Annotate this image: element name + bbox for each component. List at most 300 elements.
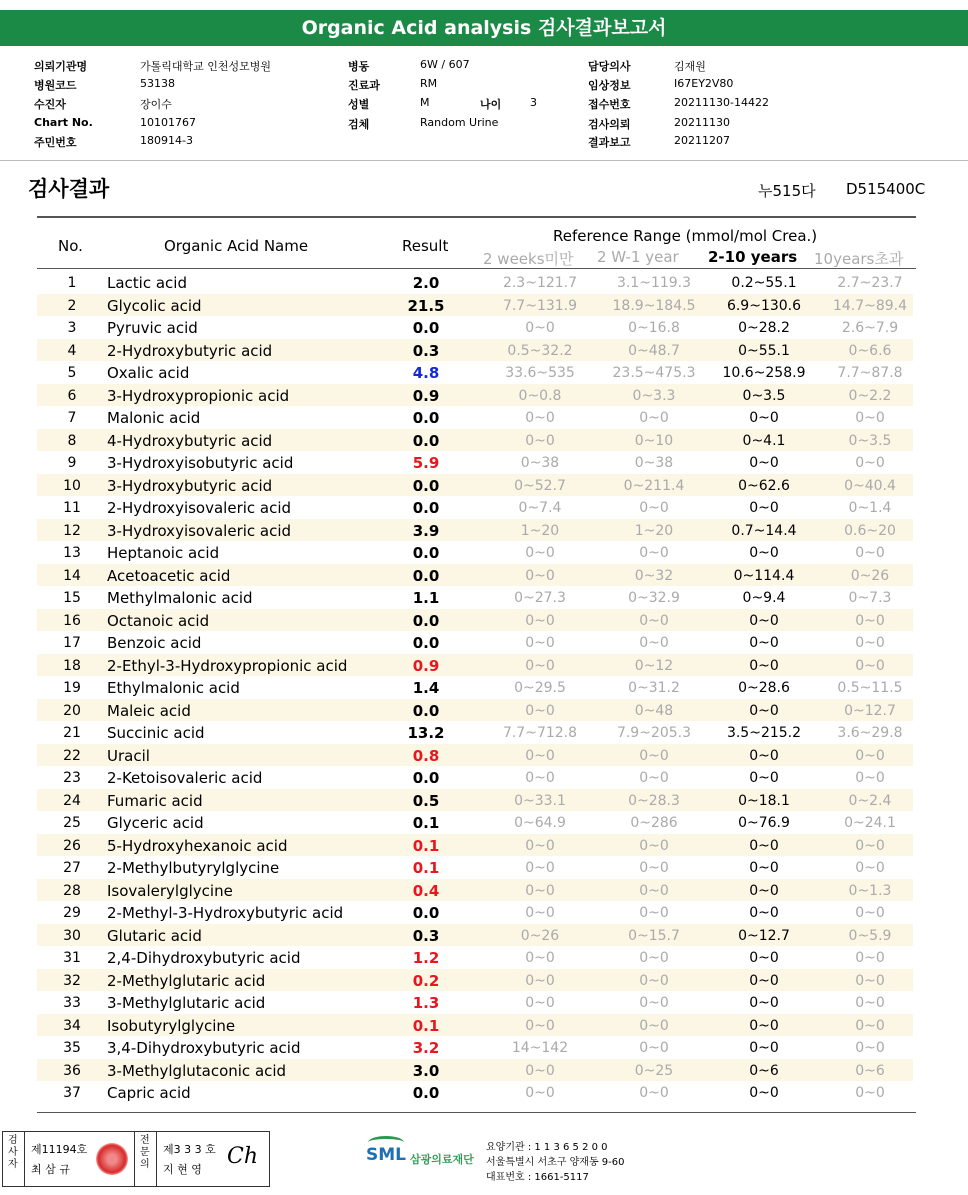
row-number: 22 (63, 747, 81, 764)
result-value: 0.0 (412, 409, 440, 427)
ref-range-2-10y: 0~0 (749, 905, 779, 921)
ref-range-2w1y: 0~0 (639, 770, 669, 786)
table-row (37, 789, 913, 812)
ref-range-2w1y: 0~0 (639, 635, 669, 651)
acid-name: Capric acid (107, 1084, 191, 1102)
ref-range-10y: 0.5~11.5 (837, 680, 903, 696)
ref-range-10y: 0~40.4 (844, 477, 896, 494)
ref-range-2-10y: 0~0 (749, 860, 779, 876)
acid-name: Glyceric acid (107, 814, 204, 832)
ref-range-2weeks: 7.7~712.8 (502, 725, 578, 741)
row-number: 15 (63, 590, 81, 606)
examiner-name: 최 삼 규 (31, 1163, 70, 1176)
ref-range-2weeks: 0~0 (525, 972, 555, 989)
ref-range-10y: 0~6.6 (848, 342, 892, 359)
result-value: 3.9 (412, 521, 440, 540)
result-value: 5.9 (412, 454, 440, 472)
info-value: 20211130 (674, 116, 730, 129)
table-row (37, 496, 913, 519)
ref-range-10y: 0~0 (855, 612, 885, 629)
info-label: 담당의사 (588, 60, 631, 73)
ref-range-2-10y: 0.7~14.4 (731, 522, 797, 539)
table-row (37, 316, 913, 339)
ref-range-2w1y: 0~286 (630, 815, 678, 831)
result-value: 0.0 (412, 476, 440, 495)
result-value: 0.0 (412, 769, 440, 787)
ref-range-2-10y: 10.6~258.9 (722, 365, 806, 381)
ref-range-10y: 0~0 (855, 995, 885, 1011)
acid-name: 5-Hydroxyhexanoic acid (107, 836, 288, 855)
ref-range-10y: 0~0 (855, 837, 885, 854)
acid-name: Methylmalonic acid (107, 589, 253, 607)
institution-phone: 대표번호 : 1661-5117 (486, 1172, 589, 1183)
ref-range-2weeks: 0~0 (525, 702, 555, 719)
ref-range-2-10y: 0~55.1 (738, 342, 790, 359)
info-label: 병원코드 (34, 79, 77, 92)
acid-name: Isovalerylglycine (107, 881, 233, 900)
table-row (37, 991, 913, 1014)
info-value: 김재원 (674, 60, 706, 73)
ref-range-10y: 0~0 (855, 972, 885, 989)
result-value: 0.0 (412, 1084, 440, 1102)
row-number: 26 (63, 837, 81, 854)
table-row (37, 744, 913, 767)
row-number: 25 (63, 815, 81, 831)
ref-range-2-10y: 0~0 (749, 837, 779, 854)
info-label: 성별 (348, 98, 370, 111)
ref-range-10y: 0~6 (855, 1062, 885, 1079)
ref-range-2w1y: 0~211.4 (623, 477, 685, 494)
ref-range-10y: 0~26 (850, 567, 890, 584)
ref-range-2w1y: 0~10 (634, 432, 674, 449)
row-number: 35 (63, 1040, 81, 1056)
row-number: 23 (63, 770, 81, 786)
info-label: 검체 (348, 118, 370, 131)
ref-range-2weeks: 0~0 (525, 1085, 555, 1101)
row-number: 18 (63, 657, 81, 674)
row-number: 17 (63, 635, 81, 651)
specialist-label: 전문의 (140, 1135, 150, 1170)
ref-range-10y: 0~0 (855, 1017, 885, 1034)
ref-range-10y: 0~0 (855, 950, 885, 966)
ref-range-10y: 0~2.2 (848, 387, 892, 404)
row-number: 19 (63, 680, 81, 696)
ref-range-10y: 0~0 (855, 545, 885, 561)
ref-range-2-10y: 0~4.1 (742, 432, 786, 449)
row-number: 20 (63, 702, 81, 719)
ref-range-2weeks: 0~0 (525, 905, 555, 921)
ref-range-10y: 0~0 (855, 410, 885, 426)
table-row (37, 856, 913, 879)
info-value: 가톨릭대학교 인천성모병원 (140, 60, 272, 73)
ref-range-2weeks: 0~0 (525, 657, 555, 674)
ref-range-2-10y: 0~12.7 (738, 927, 790, 944)
info-value: I67EY2V80 (674, 77, 734, 90)
ref-range-2w1y: 0~0 (639, 882, 669, 899)
col-header-ref-2w1y: 2 W-1 year (597, 248, 679, 266)
result-value: 0.1 (412, 859, 440, 877)
ref-range-2-10y: 0~0 (749, 747, 779, 764)
acid-name: Octanoic acid (107, 611, 210, 630)
acid-name: Oxalic acid (107, 364, 190, 382)
ref-range-2-10y: 0~3.5 (742, 387, 786, 404)
ref-range-2w1y: 3.1~119.3 (616, 275, 692, 291)
row-number: 37 (63, 1085, 81, 1101)
acid-name: Isobutyrylglycine (107, 1016, 236, 1035)
ref-range-2-10y: 0~0 (749, 410, 779, 426)
institution-code: 요양기관 : 1 1 3 6 5 2 0 0 (486, 1142, 608, 1153)
ref-range-10y: 0~0 (855, 657, 885, 674)
age-label: 나이 (480, 98, 502, 111)
ref-range-2w1y: 0~16.8 (628, 320, 680, 336)
ref-range-2-10y: 0~0 (749, 500, 779, 516)
info-value: Random Urine (420, 116, 499, 129)
ref-range-2weeks: 2.3~121.7 (502, 275, 578, 291)
ref-range-2-10y: 0~0 (749, 635, 779, 651)
result-value: 0.1 (412, 1016, 440, 1035)
col-header-reference: Reference Range (mmol/mol Crea.) (553, 227, 818, 245)
info-value: 180914-3 (140, 134, 193, 147)
ref-range-2weeks: 14~142 (511, 1040, 569, 1056)
row-number: 11 (63, 500, 81, 516)
ref-range-2w1y: 0~28.3 (628, 792, 680, 809)
ref-range-10y: 0~0 (855, 770, 885, 786)
ref-range-2weeks: 0~33.1 (514, 792, 566, 809)
row-number: 30 (63, 927, 81, 944)
ref-range-2-10y: 0~0 (749, 657, 779, 674)
table-row (37, 361, 913, 384)
ref-range-2weeks: 0~0 (525, 432, 555, 449)
ref-range-2-10y: 0~9.4 (742, 590, 786, 606)
ref-range-2weeks: 0~0 (525, 612, 555, 629)
ref-range-2-10y: 0~0 (749, 1040, 779, 1056)
acid-name: 3-Methylglutaconic acid (107, 1061, 287, 1080)
ref-range-10y: 7.7~87.8 (837, 365, 903, 381)
ref-range-2-10y: 0~28.6 (738, 680, 790, 696)
ref-range-2weeks: 0~0 (525, 1062, 555, 1079)
table-row (37, 339, 913, 362)
ref-range-2w1y: 0~0 (639, 1085, 669, 1101)
ref-range-2-10y: 0~0 (749, 770, 779, 786)
row-number: 34 (63, 1017, 81, 1034)
table-row (37, 294, 913, 317)
row-number: 4 (67, 342, 77, 359)
row-number: 9 (67, 455, 77, 471)
result-value: 0.2 (412, 971, 440, 990)
info-label: 병동 (348, 60, 370, 73)
table-row (37, 1059, 913, 1082)
table-bottom-rule (37, 1112, 916, 1113)
ref-range-10y: 0~0 (855, 747, 885, 764)
ref-range-2w1y: 0~0 (639, 860, 669, 876)
acid-name: 2-Methylbutyrylglycine (107, 859, 280, 877)
ref-range-2-10y: 0~0 (749, 545, 779, 561)
table-row (37, 766, 913, 789)
table-top-rule (37, 216, 916, 218)
table-row (37, 1014, 913, 1037)
ref-range-2w1y: 0~32.9 (628, 590, 680, 606)
table-row (37, 721, 913, 744)
ref-range-2w1y: 0~48.7 (628, 342, 680, 359)
col-header-ref-2weeks: 2 weeks미만 (483, 250, 574, 268)
result-value: 0.3 (412, 926, 440, 945)
info-label: 검사의뢰 (588, 118, 631, 131)
ref-range-2-10y: 0~0 (749, 882, 779, 899)
ref-range-10y: 0~0 (855, 1085, 885, 1101)
col-header-ref-10y: 10years초과 (814, 250, 904, 268)
ref-range-2-10y: 0~0 (749, 950, 779, 966)
ref-range-2-10y: 0~114.4 (733, 567, 795, 584)
acid-name: 2-Ketoisovaleric acid (107, 769, 263, 787)
info-value: 20211207 (674, 134, 730, 147)
ref-range-10y: 0~1.3 (848, 882, 892, 899)
acid-name: Fumaric acid (107, 791, 203, 810)
seal-stamp-icon (96, 1143, 128, 1175)
ref-range-2weeks: 0~0 (525, 567, 555, 584)
ref-range-2weeks: 0~29.5 (514, 680, 566, 696)
acid-name: 2-Methylglutaric acid (107, 971, 266, 990)
ref-range-10y: 2.7~23.7 (837, 275, 903, 291)
col-header-no: No. (58, 237, 83, 255)
info-label: 접수번호 (588, 98, 631, 111)
acid-name: Uracil (107, 746, 150, 765)
info-value: 장이수 (140, 98, 172, 111)
result-value: 0.0 (412, 499, 440, 517)
acid-name: 2-Hydroxyisovaleric acid (107, 499, 292, 517)
result-value: 0.0 (412, 904, 440, 922)
ref-range-2w1y: 0~32 (634, 567, 674, 584)
table-row (37, 676, 913, 699)
row-number: 1 (67, 275, 77, 291)
acid-name: Glycolic acid (107, 296, 202, 315)
result-value: 0.0 (412, 431, 440, 450)
acid-name: 3,4-Dihydroxybutyric acid (107, 1039, 301, 1057)
table-row (37, 609, 913, 632)
info-value: RM (420, 77, 438, 90)
ref-range-10y: 3.6~29.8 (837, 725, 903, 741)
ref-range-2w1y: 0~0 (639, 837, 669, 854)
examiner-license: 제11194호 (31, 1143, 88, 1156)
ref-range-2-10y: 0~0 (749, 995, 779, 1011)
ref-range-2weeks: 0~0 (525, 320, 555, 336)
result-value: 0.1 (412, 836, 440, 855)
ref-range-2weeks: 0~0 (525, 747, 555, 764)
acid-name: Benzoic acid (107, 634, 202, 652)
ref-range-10y: 0~5.9 (848, 927, 892, 944)
row-number: 29 (63, 905, 81, 921)
ref-range-2w1y: 18.9~184.5 (612, 297, 696, 314)
table-row (37, 901, 913, 924)
report-code-kr: 누515다 (758, 182, 816, 200)
result-value: 0.9 (412, 656, 440, 675)
result-value: 21.5 (407, 296, 445, 315)
info-label: 의뢰기관명 (34, 60, 88, 73)
ref-range-2w1y: 0~0 (639, 500, 669, 516)
acid-name: 2-Ethyl-3-Hydroxypropionic acid (107, 656, 348, 675)
ref-range-2-10y: 0~0 (749, 1085, 779, 1101)
ref-range-2weeks: 0~0 (525, 882, 555, 899)
info-label: 임상정보 (588, 79, 631, 92)
ref-range-2-10y: 0~0 (749, 702, 779, 719)
ref-range-2weeks: 33.6~535 (505, 365, 575, 381)
info-value: 20211130-14422 (674, 96, 769, 109)
result-value: 0.9 (412, 386, 440, 405)
col-header-ref-2-10y: 2-10 years (708, 248, 798, 266)
table-row (37, 969, 913, 992)
specialist-license: 제3 3 3 호 (163, 1143, 216, 1156)
table-row (37, 946, 913, 969)
ref-range-2w1y: 0~3.3 (632, 387, 676, 404)
ref-range-2weeks: 7.7~131.9 (502, 297, 578, 314)
ref-range-2-10y: 0~62.6 (738, 477, 790, 494)
ref-range-10y: 0~0 (855, 455, 885, 471)
acid-name: Heptanoic acid (107, 544, 220, 562)
acid-name: Lactic acid (107, 274, 187, 292)
ref-range-2-10y: 0~6 (749, 1062, 779, 1079)
result-value: 0.0 (412, 566, 440, 585)
ref-range-2weeks: 1~20 (520, 522, 560, 539)
table-row (37, 586, 913, 609)
specialist-name: 지 현 영 (163, 1163, 202, 1176)
info-value: M (420, 96, 430, 109)
info-value: 6W / 607 (420, 58, 470, 71)
signature: Ch (227, 1144, 259, 1169)
info-label: 주민번호 (34, 136, 77, 149)
ref-range-2weeks: 0~27.3 (514, 590, 566, 606)
row-number: 31 (63, 950, 81, 966)
acid-name: Pyruvic acid (107, 319, 198, 337)
ref-range-10y: 0~12.7 (844, 702, 896, 719)
ref-range-2weeks: 0~38 (520, 455, 560, 471)
row-number: 14 (63, 567, 81, 584)
row-number: 33 (63, 995, 81, 1011)
result-value: 1.4 (412, 679, 440, 697)
row-number: 13 (63, 545, 81, 561)
report-code: D515400C (846, 180, 926, 198)
info-value: 10101767 (140, 116, 196, 129)
col-header-name: Organic Acid Name (164, 237, 309, 255)
acid-name: Succinic acid (107, 724, 205, 742)
ref-range-2-10y: 3.5~215.2 (726, 725, 802, 741)
acid-name: 3-Hydroxybutyric acid (107, 476, 273, 495)
ref-range-2w1y: 0~15.7 (628, 927, 680, 944)
ref-range-2weeks: 0~0 (525, 1017, 555, 1034)
table-row (37, 924, 913, 947)
ref-range-2w1y: 0~0 (639, 995, 669, 1011)
info-label: 수진자 (34, 98, 66, 111)
ref-range-2weeks: 0~0 (525, 837, 555, 854)
acid-name: 3-Hydroxypropionic acid (107, 386, 290, 405)
ref-range-2w1y: 7.9~205.3 (616, 725, 692, 741)
acid-name: 2-Hydroxybutyric acid (107, 341, 273, 360)
info-value: 53138 (140, 77, 175, 90)
ref-range-2weeks: 0~0 (525, 635, 555, 651)
row-number: 3 (67, 320, 77, 336)
examiner-label: 검사자 (8, 1135, 18, 1170)
result-value: 1.1 (412, 589, 440, 607)
col-header-result: Result (402, 237, 449, 255)
row-number: 2 (67, 297, 77, 314)
table-row (37, 429, 913, 452)
ref-range-2-10y: 0~0 (749, 612, 779, 629)
acid-name: Acetoacetic acid (107, 566, 231, 585)
result-value: 4.8 (412, 364, 440, 382)
divider (134, 1132, 135, 1186)
acid-name: 3-Hydroxyisobutyric acid (107, 454, 294, 472)
result-value: 0.8 (412, 746, 440, 765)
info-label: 진료과 (348, 79, 380, 92)
ref-range-2weeks: 0~64.9 (514, 815, 566, 831)
ref-range-2w1y: 0~0 (639, 747, 669, 764)
ref-range-10y: 2.6~7.9 (841, 320, 899, 336)
institution-logo: SML (366, 1145, 406, 1165)
ref-range-10y: 0~0 (855, 860, 885, 876)
ref-range-2-10y: 0.2~55.1 (731, 275, 797, 291)
acid-name: 2-Methyl-3-Hydroxybutyric acid (107, 904, 344, 922)
table-row (37, 699, 913, 722)
result-value: 0.0 (412, 319, 440, 337)
institution-address: 서울특별시 서초구 양재동 9-60 (486, 1157, 625, 1168)
result-value: 2.0 (412, 274, 440, 292)
result-value: 0.0 (412, 611, 440, 630)
table-row (37, 1036, 913, 1059)
ref-range-2weeks: 0~52.7 (514, 477, 566, 494)
ref-range-2w1y: 0~48 (634, 702, 674, 719)
ref-range-2weeks: 0~0 (525, 545, 555, 561)
table-row (37, 519, 913, 542)
ref-range-2weeks: 0~0 (525, 860, 555, 876)
ref-range-2w1y: 0~12 (634, 657, 674, 674)
ref-range-10y: 0~3.5 (848, 432, 892, 449)
acid-name: 2,4-Dihydroxybutyric acid (107, 949, 301, 967)
row-number: 8 (67, 432, 77, 449)
ref-range-2w1y: 0~0 (639, 545, 669, 561)
result-value: 0.0 (412, 544, 440, 562)
divider (24, 1132, 25, 1186)
acid-name: Maleic acid (107, 701, 191, 720)
row-number: 24 (63, 792, 81, 809)
ref-range-2w1y: 0~0 (639, 950, 669, 966)
acid-name: Malonic acid (107, 409, 201, 427)
ref-range-10y: 0~1.4 (848, 500, 892, 516)
ref-range-10y: 0~2.4 (848, 792, 892, 809)
ref-range-2-10y: 0~18.1 (738, 792, 790, 809)
divider (156, 1132, 157, 1186)
header-divider (0, 160, 968, 161)
table-row (37, 384, 913, 407)
ref-range-2w1y: 0~0 (639, 1017, 669, 1034)
acid-name: 4-Hydroxybutyric acid (107, 431, 273, 450)
ref-range-2-10y: 0~0 (749, 455, 779, 471)
ref-range-10y: 0.6~20 (844, 522, 896, 539)
table-row (37, 474, 913, 497)
ref-range-2weeks: 0~0 (525, 950, 555, 966)
institution-name: 삼광의료재단 (410, 1153, 474, 1166)
ref-range-10y: 0~7.3 (848, 590, 892, 606)
ref-range-2-10y: 0~76.9 (738, 815, 790, 831)
ref-range-2weeks: 0~0 (525, 770, 555, 786)
ref-range-2w1y: 0~0 (639, 410, 669, 426)
ref-range-10y: 0~24.1 (844, 815, 896, 831)
section-title: 검사결과 (28, 177, 110, 201)
age-value: 3 (530, 96, 537, 109)
ref-range-2w1y: 0~25 (634, 1062, 674, 1079)
row-number: 5 (67, 365, 77, 381)
result-value: 3.0 (412, 1061, 440, 1080)
table-row (37, 879, 913, 902)
ref-range-2w1y: 0~0 (639, 1040, 669, 1056)
table-row (37, 564, 913, 587)
